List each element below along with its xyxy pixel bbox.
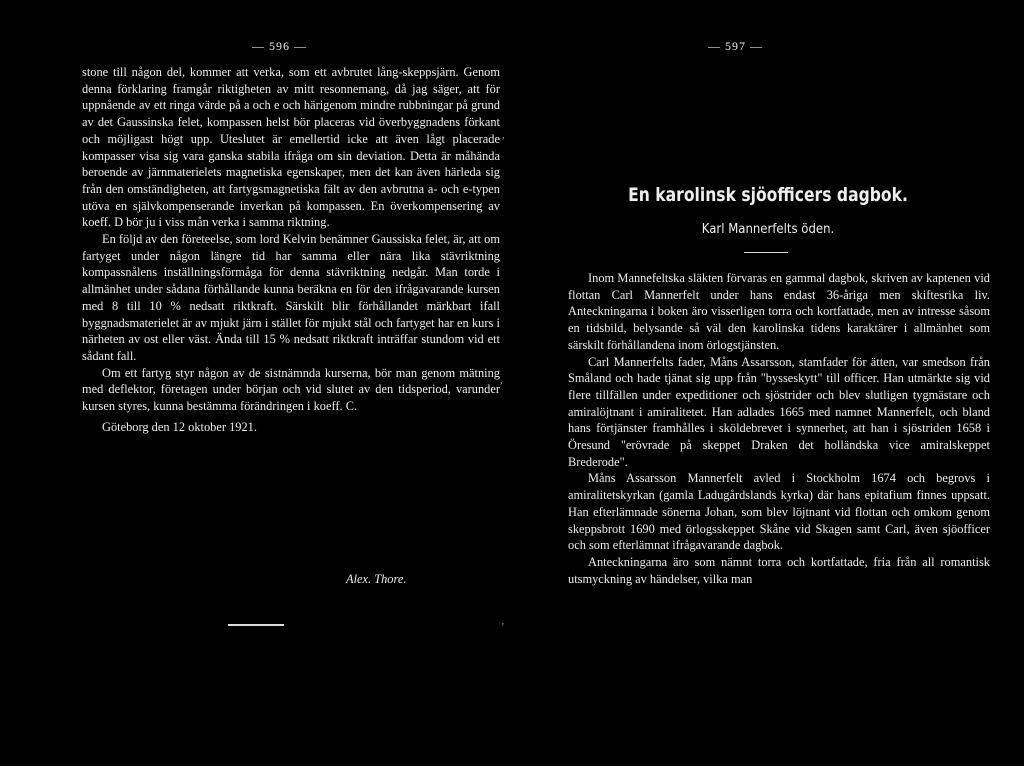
paragraph: En följd av den företeelse, som lord Kelvin benämner Gaussiska felet, är, att om fartyget under någon längre tid har samma eller nära lika stävriktning kompassnålens inställningsförmåga för denna stävriktning nedgår. Man torde i allmänhet under sådana förhållande kunna beräkna en för den ifrågavarande kursen med 8 till 10 % nedsatt riktkraft. Särskilt blir förhållandet märkbart ifall byggnadsmaterielet är av mjukt järn i stället för mjukt stål och fartyget har en kurs i närheten av ost eller väst. Ända till 15 % nedsatt riktkraft inträffar stundom vid ett sådant fall. — [82, 232, 500, 363]
scan-speck: , — [502, 130, 505, 141]
scan-speck: ' — [502, 622, 504, 633]
paragraph: stone till någon del, kommer att verka, som ett avbrutet lång-skeppsjärn. Genom denna förklaring framgår riktigheten av mitt resonnemang, då jag säger, att för uppnående av ett ringa värde på a och e och härigenom mindre rubbningar på grund av det Gaussinska felet, kompassen helst bör placeras vid överbyggnadens förkant och möjligast högt upp. Uteslutet är emellertid icke att även lågt placerade kompasser visa sig vara ganska stabila ifråga om sin deviation. Detta är måhända beroende av järnmaterielets magnetiska egenskaper, men det kan även härleda sig från den omständigheten, att fartygsmagnetiska fält av den avbrutna a- och e-typen utöva en självkompenserande inverkan på kompassen. En överkompensering av koeff. D bör ju i viss mån verka i samma riktning. — [82, 65, 500, 230]
page-number-left: — 596 — — [252, 39, 307, 53]
paragraph: Om ett fartyg styr någon av de sistnämnda kurserna, bör man genom mätning med deflektor, företagen under början och vid slutet av den tidsperiod, varunder kursen styres, kunna bestämma förändringen i koeff. C. — [82, 365, 500, 414]
dateline: Göteborg den 12 oktober 1921. — [102, 419, 257, 434]
paragraph: Anteckningarna äro som nämnt torra och kortfattade, fria från all romantisk utsmyckning av händelser, vilka man — [568, 554, 990, 586]
title-rule — [744, 252, 788, 253]
page-number-right: — 597 — — [708, 39, 763, 53]
article-title: En karolinsk sjöofficers dagbok. — [628, 184, 908, 206]
paragraph: Carl Mannerfelts fader, Måns Assarsson, stamfader för ätten, var smedson från Småland och hade tjänat sig upp från "bysseskytt" till officer. Han utmärkte sig vid flere tillfällen under expeditioner och sjöstrider och blev slutligen tygmästare och amiralöjtnant i amiralitetet. Han adlades 1665 med namnet Mannerfelt, och bland hans förtjänster framhålles i sköldebrevet i synnerhet, att han i sjöstriden 1658 i Öresund "erövrade på skeppet Draken det holländska vice amiralskeppet Brederode". — [568, 354, 990, 469]
right-page — [512, 0, 1024, 766]
article-subtitle: Karl Mannerfelts öden. — [701, 222, 835, 237]
end-rule — [228, 624, 284, 626]
right-body-text — [568, 270, 990, 587]
scan-speck: , — [500, 375, 503, 386]
signature: Alex. Thore. — [346, 572, 407, 586]
left-body-text — [82, 64, 500, 435]
paragraph: Inom Mannefeltska släkten förvaras en gammal dagbok, skriven av kaptenen vid flottan Carl Mannerfelt under hans endast 36-åriga men skiftesrika liv. Anteckningarna i boken äro visserligen torra och kortfattade, men av intresse såsom en tidsbild, belysande så väl den karolinska tidens karaktärer i allmänhet som särskilt förhållandena inom örlogstjänsten. — [568, 271, 990, 352]
paragraph: Måns Assarsson Mannerfelt avled i Stockholm 1674 och begrovs i amiralitetskyrkan (gamla Ladugårdslands kyrka) där hans epitafium finnes uppsatt. Han efterlämnade sönerna Johan, som blev löjtnant vid flottan och omkom genom skeppsbrott 1690 med örlogsskeppet Skåne vid Skagen samt Carl, även sjöofficer och som efterlämnat ifrågavarande dagbok. — [568, 471, 990, 553]
